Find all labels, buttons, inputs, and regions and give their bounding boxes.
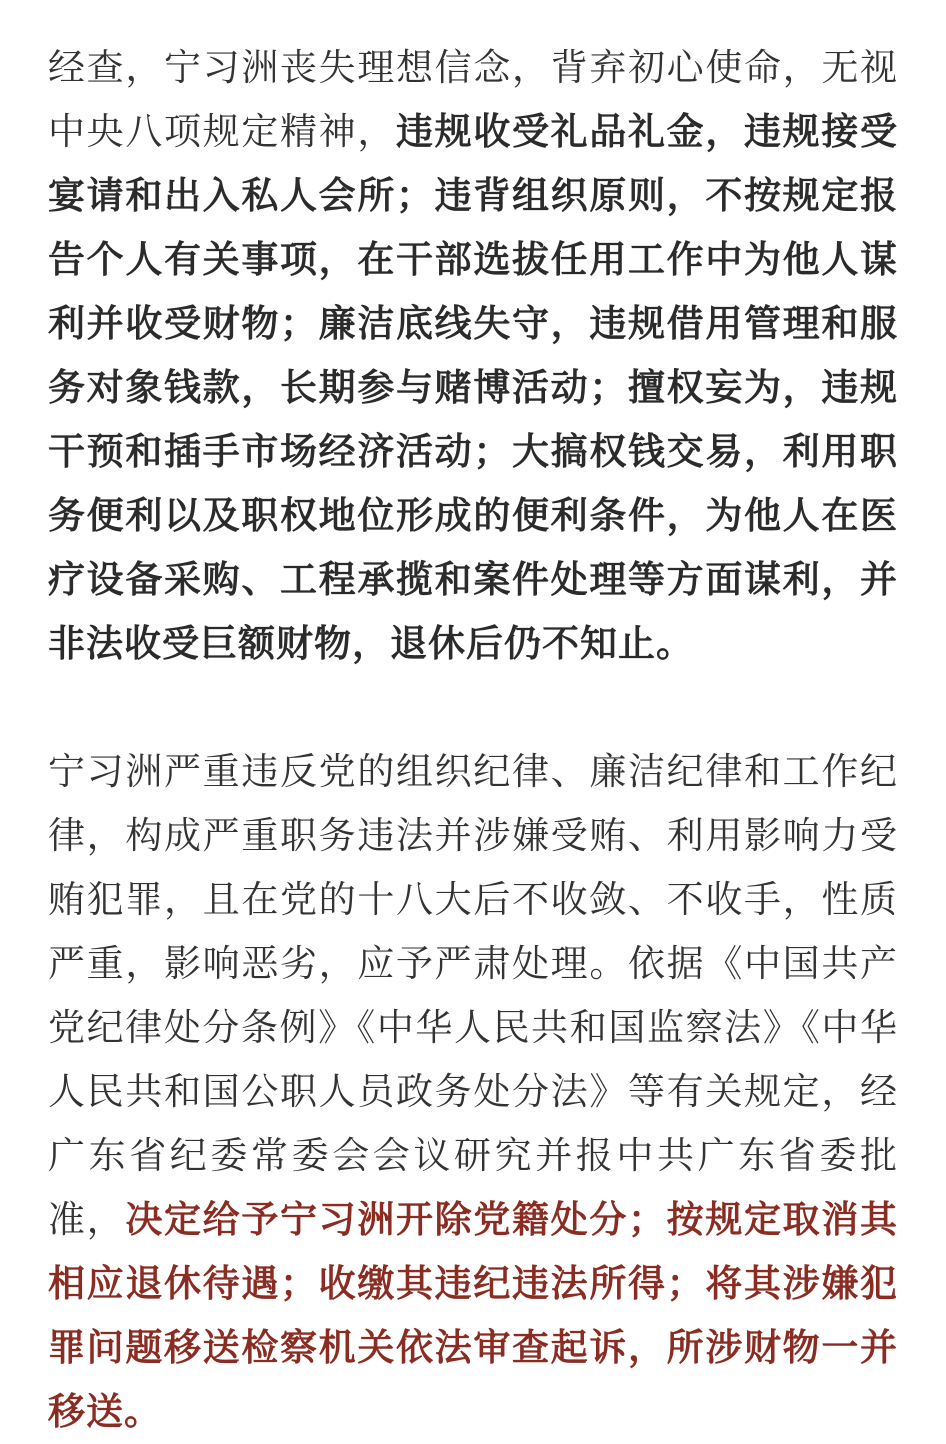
paragraph-disciplinary-decision bbox=[48, 740, 898, 1444]
paragraph-investigation-findings bbox=[48, 36, 898, 676]
decision-basis-text: 宁习洲严重违反党的组织纪律、廉洁纪律和工作纪律，构成严重职务违法并涉嫌受贿、利用影响力受贿犯罪，且在党的十八大后不收敛、不收手，性质严重，影响恶劣，应予严肃处理。依据《中国共产党纪律处分条例》《中华人民共和国监察法》《中华人民共和国公职人员政务处分法》等有关规定，经广东省纪委常委会会议研究并报中共广东省委批准， bbox=[48, 750, 898, 1241]
article-body bbox=[48, 36, 898, 1444]
findings-violations-bold-text: 违规收受礼品礼金，违规接受宴请和出入私人会所；违背组织原则，不按规定报告个人有关事项，在干部选拔任用工作中为他人谋利并收受财物；廉洁底线失守，违规借用管理和服务对象钱款，长期参与赌博活动；擅权妄为，违规干预和插手市场经济活动；大搞权钱交易，利用职务便利以及职权地位形成的便利条件，为他人在医疗设备采购、工程承揽和案件处理等方面谋利，并非法收受巨额财物，退休后仍不知止。 bbox=[48, 110, 898, 665]
decision-highlight-text: 决定给予宁习洲开除党籍处分；按规定取消其相应退休待遇；收缴其违纪违法所得；将其涉嫌犯罪问题移送检察机关依法审查起诉，所涉财物一并移送。 bbox=[48, 1198, 899, 1433]
findings-intro-text: 经查，宁习洲丧失理想信念，背弃初心使命，无视中央八项规定精神， bbox=[48, 46, 898, 153]
